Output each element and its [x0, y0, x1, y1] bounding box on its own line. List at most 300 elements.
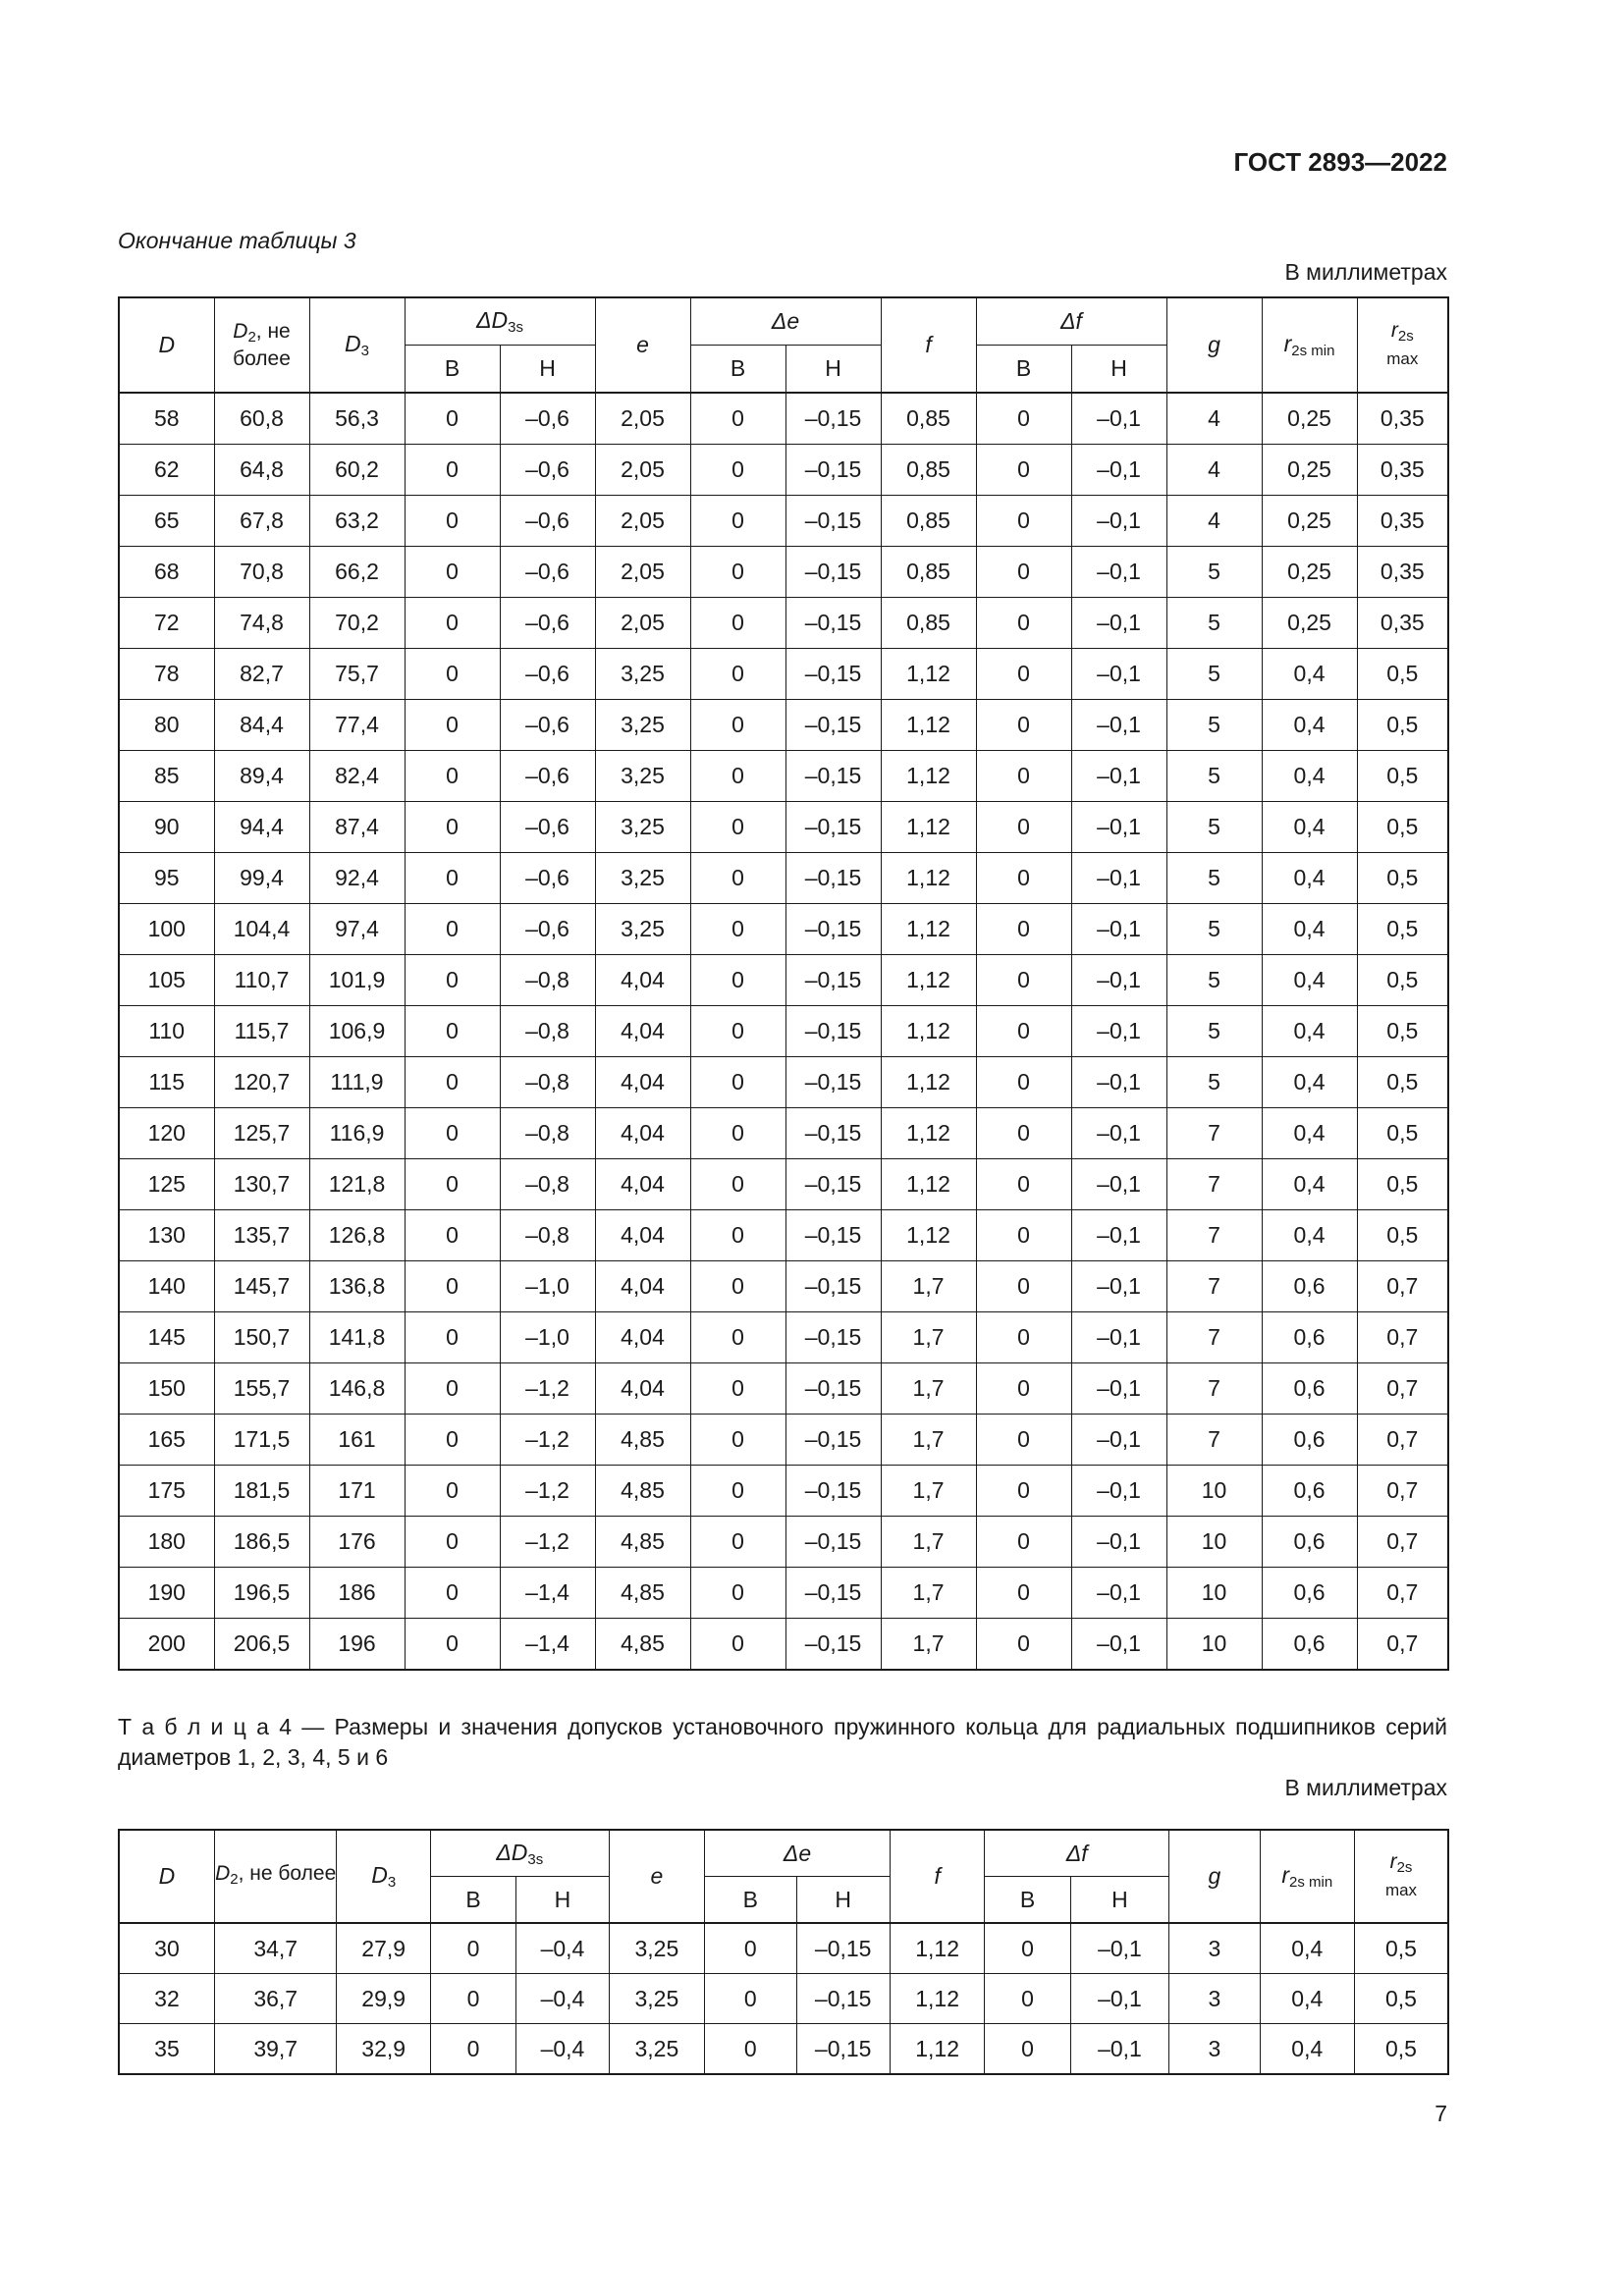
table-cell: 4,04: [595, 1363, 690, 1415]
table-cell: 0: [985, 1923, 1070, 1974]
table-cell: –0,1: [1071, 1312, 1166, 1363]
table-cell: 97,4: [309, 904, 405, 955]
table-cell: –0,1: [1071, 1057, 1166, 1108]
table-cell: 0: [690, 1159, 785, 1210]
table-cell: 0: [405, 1210, 500, 1261]
table-cell: 0: [976, 1619, 1071, 1671]
page-number: 7: [1435, 2101, 1447, 2126]
table-cell: 0,7: [1357, 1466, 1448, 1517]
col-header-de-upper: В: [705, 1877, 796, 1924]
table-cell: 0: [690, 751, 785, 802]
table-cell: 0,25: [1262, 393, 1357, 445]
table-cell: 82,7: [214, 649, 309, 700]
table-cell: –0,15: [785, 1210, 881, 1261]
table-cell: 60,8: [214, 393, 309, 445]
table-cell: 0: [690, 955, 785, 1006]
table-cell: 4,04: [595, 1261, 690, 1312]
table-cell: 0,4: [1262, 802, 1357, 853]
table-cell: 1,7: [881, 1466, 976, 1517]
table-cell: 2,05: [595, 547, 690, 598]
table-cell: 0: [976, 393, 1071, 445]
table-cell: 70,2: [309, 598, 405, 649]
table-cell: –0,15: [796, 1974, 890, 2024]
table-cell: –0,6: [500, 547, 595, 598]
table-cell: 3: [1169, 2024, 1260, 2075]
table-cell: 116,9: [309, 1108, 405, 1159]
table-cell: 4: [1166, 496, 1262, 547]
table-cell: 77,4: [309, 700, 405, 751]
table-cell: 35: [119, 2024, 214, 2075]
col-header-df: Δf: [985, 1830, 1169, 1877]
table-cell: 180: [119, 1517, 214, 1568]
table-cell: 2,05: [595, 496, 690, 547]
table-cell: 0: [690, 445, 785, 496]
table-cell: 0: [405, 1108, 500, 1159]
table-cell: 0: [690, 1006, 785, 1057]
table-cell: 100: [119, 904, 214, 955]
table-cell: –0,15: [785, 955, 881, 1006]
table-cell: 5: [1166, 751, 1262, 802]
table-cell: 2,05: [595, 598, 690, 649]
table-cell: 5: [1166, 1057, 1262, 1108]
table-cell: 1,12: [890, 2024, 984, 2075]
table-cell: 181,5: [214, 1466, 309, 1517]
table-cell: –0,15: [785, 1415, 881, 1466]
table-cell: 0: [405, 1312, 500, 1363]
table-cell: 0: [405, 1057, 500, 1108]
table-cell: 0,7: [1357, 1363, 1448, 1415]
table-cell: 0,5: [1357, 1006, 1448, 1057]
table-cell: 101,9: [309, 955, 405, 1006]
table-cell: 0: [405, 1261, 500, 1312]
table-cell: 0,6: [1262, 1363, 1357, 1415]
table-cell: 85: [119, 751, 214, 802]
table-row: [119, 853, 1448, 904]
table-cell: –0,4: [516, 1923, 609, 1974]
table-cell: 1,7: [881, 1517, 976, 1568]
table-cell: 0,85: [881, 393, 976, 445]
table-cell: 121,8: [309, 1159, 405, 1210]
table-cell: –1,2: [500, 1363, 595, 1415]
table-cell: 104,4: [214, 904, 309, 955]
table-cell: 0: [405, 1415, 500, 1466]
col-header-dD3s-upper: В: [405, 346, 500, 394]
table-cell: 4: [1166, 393, 1262, 445]
table-cell: 60,2: [309, 445, 405, 496]
table-cell: 5: [1166, 649, 1262, 700]
table-cell: –0,15: [796, 1923, 890, 1974]
table-cell: 2,05: [595, 445, 690, 496]
table-cell: 7: [1166, 1210, 1262, 1261]
table-cell: 110: [119, 1006, 214, 1057]
table-cell: 0,25: [1262, 496, 1357, 547]
table-row: [119, 1363, 1448, 1415]
table-cell: 7: [1166, 1108, 1262, 1159]
table-cell: 0,6: [1262, 1517, 1357, 1568]
table-cell: –0,15: [785, 751, 881, 802]
table-cell: 3,25: [595, 700, 690, 751]
table-cell: –0,1: [1071, 1619, 1166, 1671]
table-cell: 4,04: [595, 1312, 690, 1363]
table-cell: 0: [690, 1568, 785, 1619]
table-cell: –0,15: [785, 1159, 881, 1210]
table-cell: 0,5: [1357, 904, 1448, 955]
table-row: [119, 751, 1448, 802]
table-cell: 5: [1166, 1006, 1262, 1057]
table-cell: 1,7: [881, 1568, 976, 1619]
table-row: [119, 1923, 1448, 1974]
table-cell: –0,4: [516, 2024, 609, 2075]
table-cell: 4,04: [595, 1108, 690, 1159]
table-cell: 0: [690, 1517, 785, 1568]
table-cell: 115: [119, 1057, 214, 1108]
table-cell: –0,15: [785, 1057, 881, 1108]
table-cell: 0,35: [1357, 496, 1448, 547]
table-cell: 0: [976, 955, 1071, 1006]
table-cell: 0,5: [1357, 1108, 1448, 1159]
table-cell: 1,7: [881, 1415, 976, 1466]
table-row: [119, 1619, 1448, 1671]
table-cell: –0,15: [785, 649, 881, 700]
table-cell: 4,85: [595, 1568, 690, 1619]
table-cell: 0: [690, 1363, 785, 1415]
table-cell: –0,15: [785, 1108, 881, 1159]
table-cell: 62: [119, 445, 214, 496]
table-cell: 3: [1169, 1923, 1260, 1974]
table-cell: 0,6: [1262, 1261, 1357, 1312]
table-cell: –0,6: [500, 700, 595, 751]
table-cell: –1,2: [500, 1517, 595, 1568]
table-cell: 0: [405, 955, 500, 1006]
table-4: [118, 1829, 1449, 2075]
table-cell: 0,4: [1262, 955, 1357, 1006]
table4-body: [119, 1923, 1448, 2074]
table-cell: 0,85: [881, 445, 976, 496]
table-cell: 1,12: [881, 649, 976, 700]
table-cell: 94,4: [214, 802, 309, 853]
table-row: [119, 1108, 1448, 1159]
table-cell: –0,8: [500, 1210, 595, 1261]
table-cell: 7: [1166, 1261, 1262, 1312]
table-cell: 78: [119, 649, 214, 700]
table-cell: 27,9: [337, 1923, 430, 1974]
table-cell: 4,85: [595, 1415, 690, 1466]
table-cell: 0: [690, 598, 785, 649]
table-cell: 0,5: [1357, 955, 1448, 1006]
table-cell: 0: [690, 1619, 785, 1671]
table-cell: 0: [690, 649, 785, 700]
table-cell: –1,2: [500, 1415, 595, 1466]
table-cell: 1,12: [881, 904, 976, 955]
table-cell: 3,25: [595, 802, 690, 853]
table-cell: 111,9: [309, 1057, 405, 1108]
table-cell: 0: [405, 904, 500, 955]
table-cell: 75,7: [309, 649, 405, 700]
table-cell: –0,15: [785, 445, 881, 496]
table-cell: 0,4: [1262, 700, 1357, 751]
col-header-D3: $D_3$: [309, 297, 405, 393]
table-cell: 3,25: [595, 853, 690, 904]
col-header-D2: $D_2$, не более: [214, 297, 309, 393]
table-row: [119, 598, 1448, 649]
table-cell: 0,7: [1357, 1312, 1448, 1363]
table-cell: –0,1: [1071, 1006, 1166, 1057]
table-cell: 0: [976, 1312, 1071, 1363]
table-cell: –0,1: [1071, 904, 1166, 955]
table-cell: 3: [1169, 1974, 1260, 2024]
table-cell: –0,15: [785, 1312, 881, 1363]
col-header-dD3s: $\Delta D_{3s}$: [430, 1830, 609, 1877]
col-header-de-lower: Н: [785, 346, 881, 394]
table-cell: 206,5: [214, 1619, 309, 1671]
table-cell: 135,7: [214, 1210, 309, 1261]
table-cell: 0: [405, 496, 500, 547]
table-cell: –0,1: [1070, 1974, 1168, 2024]
table-cell: 68: [119, 547, 214, 598]
table-cell: 161: [309, 1415, 405, 1466]
table-cell: 5: [1166, 853, 1262, 904]
table-cell: –0,1: [1071, 751, 1166, 802]
col-header-e: e: [609, 1830, 704, 1923]
table3-header: [119, 297, 1448, 393]
table-cell: 105: [119, 955, 214, 1006]
table-cell: 0: [976, 1006, 1071, 1057]
table-cell: –0,1: [1071, 547, 1166, 598]
table-3: [118, 296, 1449, 1671]
table4-caption: Т а б л и ц а 4 — Размеры и значения допусков установочного пружинного кольца для радиальных подшипников серий диаметров 1, 2, 3, 4, 5 и 6: [118, 1714, 1447, 1770]
table-cell: 0: [690, 1057, 785, 1108]
col-header-de: Δe: [690, 297, 881, 346]
table-row: [119, 393, 1448, 445]
col-header-de-upper: В: [690, 346, 785, 394]
table-cell: 0,4: [1260, 1923, 1354, 1974]
table-cell: 175: [119, 1466, 214, 1517]
col-header-D2: $D_2$, не более: [214, 1830, 337, 1923]
table-cell: 146,8: [309, 1363, 405, 1415]
table-cell: –0,6: [500, 649, 595, 700]
table-cell: 0: [976, 700, 1071, 751]
table-cell: 1,12: [881, 955, 976, 1006]
table-cell: –0,1: [1071, 496, 1166, 547]
table-row: [119, 547, 1448, 598]
table-cell: 190: [119, 1568, 214, 1619]
table-cell: 145,7: [214, 1261, 309, 1312]
table-cell: 0: [405, 1568, 500, 1619]
table-cell: 0: [976, 1568, 1071, 1619]
table-cell: 150,7: [214, 1312, 309, 1363]
table-cell: –0,8: [500, 1159, 595, 1210]
table-cell: –0,1: [1071, 1517, 1166, 1568]
table-cell: 0,6: [1262, 1312, 1357, 1363]
table-cell: 32,9: [337, 2024, 430, 2075]
table-cell: –0,6: [500, 853, 595, 904]
table-cell: –0,6: [500, 445, 595, 496]
table-cell: –0,15: [785, 598, 881, 649]
table-cell: 0: [690, 1210, 785, 1261]
table-cell: 130: [119, 1210, 214, 1261]
table-cell: –0,1: [1071, 445, 1166, 496]
table-cell: 63,2: [309, 496, 405, 547]
table-cell: 0,4: [1260, 2024, 1354, 2075]
table-cell: –1,0: [500, 1261, 595, 1312]
table-cell: –0,1: [1071, 1466, 1166, 1517]
table-cell: 171: [309, 1466, 405, 1517]
document-code: ГОСТ 2893—2022: [1233, 147, 1447, 177]
table-cell: 0: [690, 802, 785, 853]
table-cell: –0,15: [785, 1568, 881, 1619]
table-cell: 0,6: [1262, 1415, 1357, 1466]
table-cell: –1,2: [500, 1466, 595, 1517]
table-cell: 7: [1166, 1312, 1262, 1363]
table-cell: 150: [119, 1363, 214, 1415]
table-cell: 84,4: [214, 700, 309, 751]
table-cell: –0,1: [1071, 1261, 1166, 1312]
table4-units: В миллиметрах: [1284, 1775, 1447, 1800]
table-cell: 0,5: [1357, 700, 1448, 751]
table-row: [119, 2024, 1448, 2075]
table-cell: 0: [690, 393, 785, 445]
table-row: [119, 649, 1448, 700]
col-header-dD3s-upper: В: [430, 1877, 515, 1924]
table-cell: 130,7: [214, 1159, 309, 1210]
table-cell: 0: [976, 853, 1071, 904]
table-cell: 0: [976, 547, 1071, 598]
table-cell: 200: [119, 1619, 214, 1671]
col-header-r2smin: $r_{2s min}$: [1260, 1830, 1354, 1923]
table-cell: 110,7: [214, 955, 309, 1006]
table-cell: 0,7: [1357, 1261, 1448, 1312]
table-cell: 4,04: [595, 1057, 690, 1108]
table-cell: 92,4: [309, 853, 405, 904]
table-cell: 0: [976, 445, 1071, 496]
table-cell: 0,5: [1357, 649, 1448, 700]
table-cell: 0,4: [1262, 649, 1357, 700]
table-cell: –0,15: [785, 700, 881, 751]
table-cell: 66,2: [309, 547, 405, 598]
table-cell: 0,4: [1260, 1974, 1354, 2024]
table-cell: 0,4: [1262, 1006, 1357, 1057]
table-cell: –0,15: [785, 1619, 881, 1671]
table-cell: –0,1: [1071, 700, 1166, 751]
table-cell: 0,4: [1262, 751, 1357, 802]
table-cell: –0,1: [1070, 1923, 1168, 1974]
table-cell: –0,6: [500, 904, 595, 955]
table-cell: 0: [405, 393, 500, 445]
table-cell: 0: [976, 1057, 1071, 1108]
table-cell: 82,4: [309, 751, 405, 802]
table-cell: –0,8: [500, 1057, 595, 1108]
col-header-e: e: [595, 297, 690, 393]
table-cell: 0: [690, 853, 785, 904]
table-row: [119, 955, 1448, 1006]
table-cell: 0,25: [1262, 598, 1357, 649]
table-cell: –0,15: [785, 1466, 881, 1517]
table-cell: 5: [1166, 802, 1262, 853]
col-header-g: g: [1169, 1830, 1260, 1923]
table-cell: 0: [405, 547, 500, 598]
table-cell: 4,04: [595, 1159, 690, 1210]
table-cell: –0,1: [1071, 1363, 1166, 1415]
table-cell: 0: [976, 598, 1071, 649]
table-cell: 186: [309, 1568, 405, 1619]
table-cell: 0: [976, 1159, 1071, 1210]
table-cell: 171,5: [214, 1415, 309, 1466]
col-header-r2smin: $r_{2s min}$: [1262, 297, 1357, 393]
table-cell: 145: [119, 1312, 214, 1363]
table-cell: 5: [1166, 598, 1262, 649]
col-header-dD3s: $\Delta D_{3s}$: [405, 297, 595, 346]
table-cell: 0,35: [1357, 445, 1448, 496]
table-cell: 0: [405, 1363, 500, 1415]
table-cell: –1,0: [500, 1312, 595, 1363]
table-cell: 1,12: [881, 1057, 976, 1108]
table-cell: –0,1: [1071, 1568, 1166, 1619]
table-cell: 0,85: [881, 496, 976, 547]
table-cell: 0: [405, 1466, 500, 1517]
col-header-df-lower: Н: [1070, 1877, 1168, 1924]
table-cell: 0,5: [1355, 1923, 1449, 1974]
table-row: [119, 904, 1448, 955]
table-cell: 1,12: [890, 1923, 984, 1974]
table-row: [119, 1159, 1448, 1210]
table-cell: 3,25: [595, 751, 690, 802]
table-cell: 7: [1166, 1159, 1262, 1210]
table-cell: 4,85: [595, 1466, 690, 1517]
table-cell: 10: [1166, 1517, 1262, 1568]
table-cell: 0,6: [1262, 1466, 1357, 1517]
table-cell: 125: [119, 1159, 214, 1210]
table-cell: 0: [690, 1312, 785, 1363]
table-cell: 1,12: [881, 700, 976, 751]
table-cell: 0,7: [1357, 1517, 1448, 1568]
table-cell: 56,3: [309, 393, 405, 445]
table-cell: 1,7: [881, 1312, 976, 1363]
table-cell: 0: [405, 1619, 500, 1671]
table-cell: 0,4: [1262, 904, 1357, 955]
table-cell: 7: [1166, 1415, 1262, 1466]
table-cell: 0,5: [1357, 1057, 1448, 1108]
table-cell: 1,12: [881, 1108, 976, 1159]
table-cell: 0,4: [1262, 853, 1357, 904]
table-cell: –0,6: [500, 598, 595, 649]
table-cell: 5: [1166, 700, 1262, 751]
table-cell: 0: [405, 700, 500, 751]
table-row: [119, 1057, 1448, 1108]
table-cell: 140: [119, 1261, 214, 1312]
table-cell: 125,7: [214, 1108, 309, 1159]
table-cell: 0,5: [1355, 2024, 1449, 2075]
col-header-de-lower: Н: [796, 1877, 890, 1924]
table-cell: 0: [705, 1974, 796, 2024]
table-cell: 0: [976, 1108, 1071, 1159]
col-header-df: Δf: [976, 297, 1166, 346]
table-cell: –0,1: [1071, 802, 1166, 853]
table-cell: –0,1: [1071, 598, 1166, 649]
table-cell: 0,6: [1262, 1568, 1357, 1619]
table-cell: –0,1: [1071, 1210, 1166, 1261]
table-cell: –0,15: [785, 496, 881, 547]
table-cell: 1,12: [881, 802, 976, 853]
table-cell: 87,4: [309, 802, 405, 853]
table-cell: 165: [119, 1415, 214, 1466]
table-cell: 0,35: [1357, 547, 1448, 598]
table-cell: –0,15: [785, 853, 881, 904]
table-cell: 0,5: [1357, 1210, 1448, 1261]
table-cell: 4,04: [595, 955, 690, 1006]
table-continuation-label: Окончание таблицы 3: [118, 228, 356, 253]
table-row: [119, 1261, 1448, 1312]
table-cell: 10: [1166, 1466, 1262, 1517]
